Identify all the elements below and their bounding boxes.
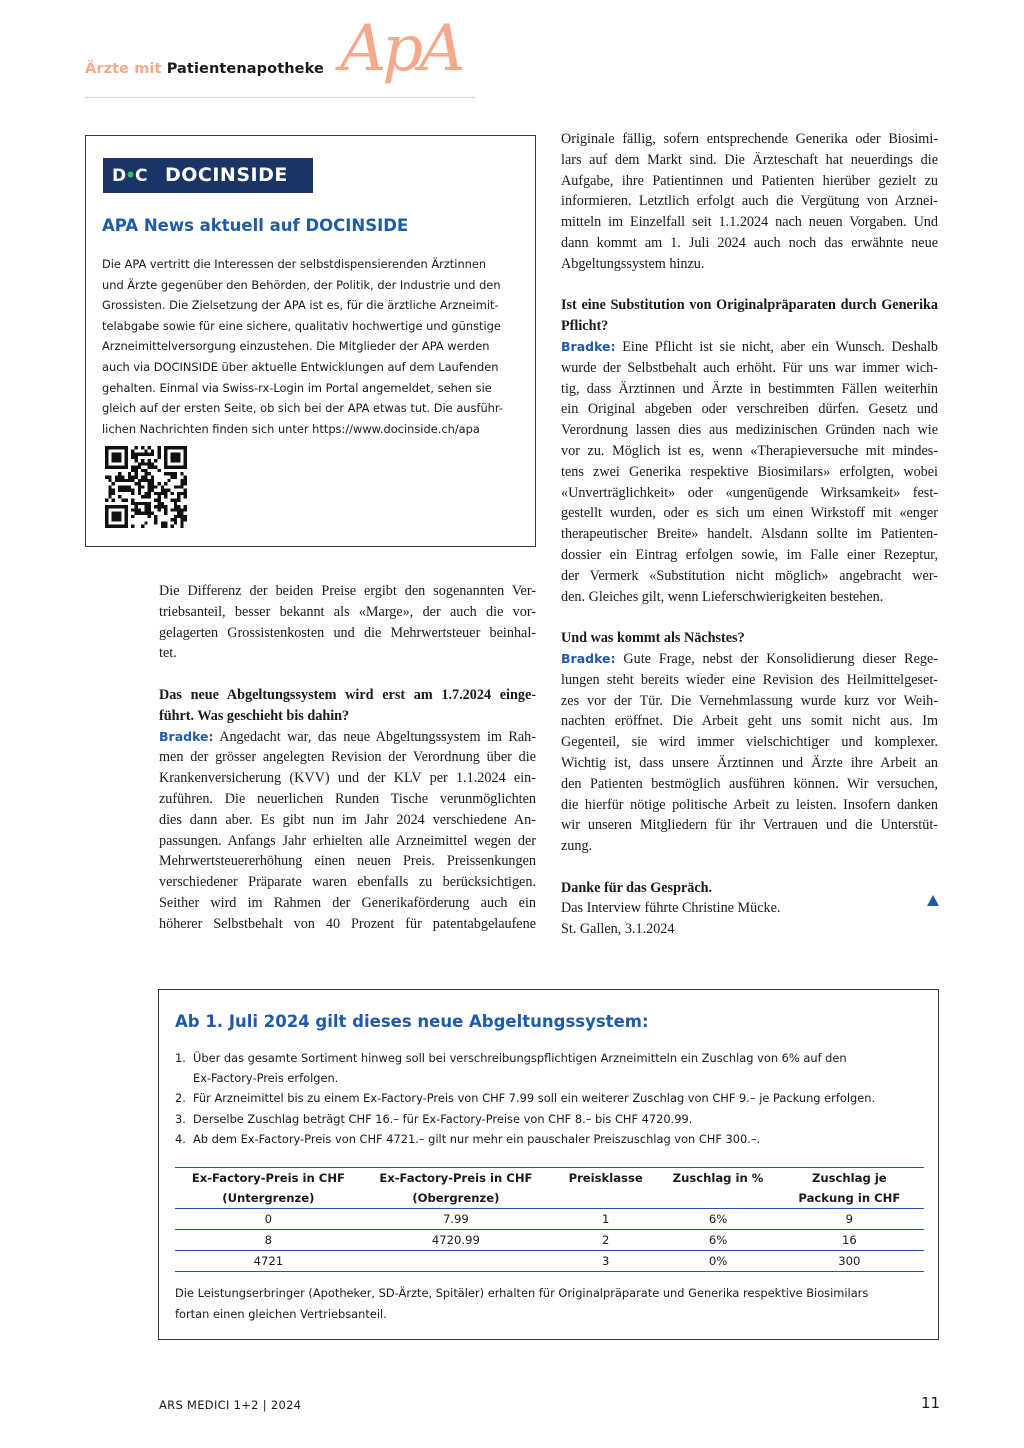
table-header-row: [175, 1168, 924, 1209]
docinside-text-line: Arzneimittelversorgung einzustehen. Die Mitglieder der APA werden: [102, 339, 490, 354]
answer-line: Gegenteil, sie wird immer vielschichtiger und komplexer.: [561, 734, 938, 751]
answer-line: tens zwei Generika respektive Biosimilars» erfolgten, wobei: [561, 463, 938, 480]
brand-name: [85, 61, 324, 77]
header-text: Ex-Factory-Preis in CHF: [379, 1171, 533, 1185]
table-row: [175, 1251, 924, 1272]
compensation-system-title: Ab 1. Juli 2024 gilt dieses neue Abgeltungssystem:: [175, 1012, 649, 1031]
docinside-text-line: telabgabe sowie für eine sichere, qualitativ hochwertige und günstige: [102, 318, 501, 333]
table-cell: 300: [774, 1251, 924, 1272]
brand-name-part2: Patientenapotheke: [166, 61, 324, 77]
table-cell: 4720.99: [362, 1230, 549, 1251]
answer-line: zes vor der Tür. Die Vernehmlassung wurde kurz vor Weih-: [561, 692, 938, 709]
answer-line: zung.: [561, 838, 593, 855]
list-item-text: Ab dem Ex-Factory-Preis von CHF 4721.– gilt nur mehr ein pauschaler Preiszuschlag von CHF 300.–.: [193, 1131, 761, 1146]
answer-1-continued: [561, 129, 938, 275]
table-cell: 2: [550, 1230, 662, 1251]
table-header-cell: [550, 1168, 662, 1209]
intro-paragraph: [159, 581, 536, 664]
list-item-text: Ex-Factory-Preis erfolgen.: [193, 1071, 339, 1086]
journal-footer: ARS MEDICI 1+2 | 2024: [159, 1398, 302, 1412]
brand-name-part1: Ärzte mit: [85, 61, 162, 77]
question-line: Das neue Abgeltungssystem wird erst am 1.7.2024 einge-: [159, 686, 536, 703]
answer-line: verschiedener Präparate waren ebenfalls zu berücksichtigen.: [159, 874, 536, 891]
interviewer-credit: Das Interview führte Christine Mücke.: [561, 900, 781, 917]
docinside-text-line: gleich auf der ersten Seite, ob sich bei der APA etwas tut. Die ausführ-: [102, 401, 503, 416]
list-item-text: Über das gesamte Sortiment hinweg soll bei verschreibungspflichtigen Arzneimitteln ein Zuschlag von 6% auf den: [193, 1051, 847, 1065]
question-line: Und was kommt als Nächstes?: [561, 630, 745, 647]
rule-list-item: [175, 1048, 925, 1068]
table-header-cell: [662, 1168, 774, 1209]
note-line: fortan einen gleichen Vertriebsanteil.: [175, 1306, 387, 1321]
header-divider: [85, 97, 475, 98]
answer-line: die hierfür nötige politische Arbeit zu leisten. Insofern danken: [561, 796, 938, 813]
answer-1: Bradke: Angedacht war, das neue Abgeltungssystem im Rah- men der grösser angelegten Revision der Verordnung über die Krankenversicherung (KVV) und der KLV per 1.1.2024 ein- zuführen. Die neuerlichen Runden Tische verunmöglichten dies dann aber. Es gibt nun im Jahr 2024 verschiedene An- passungen. Anfangs Jahr erhielten alle Arzneimittel wegen der Mehrwertsteuererhöhung einen neuen Preis. Preissenkungen verschiedener Präparate waren ebenfalls zu berücksichtigen. Seither wird im Rahmen der Generikaförderung auch ein höherer Selbstbehalt von 40 Prozent für patentabgelaufene: [159, 727, 536, 935]
table-cell: 1: [550, 1209, 662, 1230]
answer-line: wurde der Selbstbehalt auch erhöht. Für uns war immer wich-: [561, 359, 938, 376]
speaker-label: Bradke:: [159, 728, 214, 744]
answer-line: vor zu. Möglich ist es, wenn «Therapieversuche mit mindes-: [561, 442, 938, 459]
table-header-cell: [175, 1168, 362, 1209]
answer-line: Mehrwertsteuererhöhung einen neuen Preis. Preissenkungen: [159, 853, 536, 870]
docinside-text-line: Grossisten. Die Zielsetzung der APA ist es, für die ärztliche Arzneimit-: [102, 298, 499, 313]
list-number: 2.: [175, 1091, 186, 1106]
question-3: [561, 628, 938, 649]
answer-line: Krankenversicherung (KVV) und der KLV per 1.1.2024 ein-: [159, 770, 536, 787]
docinside-logo-mark: D•C: [112, 166, 147, 186]
table-header-cell: [362, 1168, 549, 1209]
docinside-text-line: auch via DOCINSIDE über aktuelle Entwicklungen auf dem Laufenden: [102, 359, 499, 374]
header-text: (Untergrenze): [222, 1191, 315, 1205]
answer-line: mitteln im Einzelfall seit 1.1.2024 nach neuen Vorgaben. Und: [561, 214, 938, 231]
answer-line: höherer Selbstbehalt von 40 Prozent für patentabgelaufene: [159, 915, 536, 932]
note-line: Die Leistungserbringer (Apotheker, SD-Ärzte, Spitäler) erhalten für Originalpräparate und Generika respektive Biosimilars: [175, 1286, 869, 1300]
speaker-label: Bradke:: [561, 650, 616, 666]
answer-line: ein Original abgeben oder verschreiben dürfen. Gesetz und: [561, 401, 938, 418]
answer-line: lars auf dem Markt sind. Die Ärzteschaft hat neuerdings die: [561, 151, 938, 168]
table-cell: 6%: [662, 1230, 774, 1251]
article-left-column: [159, 581, 536, 935]
answer-line: therapeutischer Breite» handelt. Alsdann sollte im Patienten-: [561, 526, 938, 543]
answer-line: dossier ein Eintrag erfolgen sowie, im Falle einer Rezeptur,: [561, 546, 938, 563]
answer-3: Bradke: Gute Frage, nebst der Konsolidierung dieser Rege- lungen steht bereits wieder eine Revision des Heilmittelgeset- zes vor der Tür. Die Vernehmlassung wurde kurz vor Weih- nachten eröffnet. Die Arbeit geht uns somit nicht aus. Im Gegenteil, sie wird immer vielschichtiger und komplexer. Wichtig ist, dass unsere Ärztinnen und Ärzte ihre Arbeit an den Patienten bestmöglich ausführen können. Wir versuchen, die hierfür nötige politische Arbeit zu leisten. Insofern danken wir unseren Mitgliedern für ihr Vertrauen und die Unterstüt- zung.: [561, 649, 938, 857]
answer-line: nachten eröffnet. Die Arbeit geht uns somit nicht aus. Im: [561, 713, 938, 730]
answer-line: wir unseren Mitgliedern für ihr Vertrauen und die Unterstüt-: [561, 817, 938, 834]
docinside-text-line: Die APA vertritt die Interessen der selbstdispensierenden Ärztinnen: [102, 257, 487, 271]
compensation-table: [175, 1167, 924, 1272]
list-number: 4.: [175, 1131, 186, 1146]
docinside-logo-word: DOCINSIDE: [165, 164, 288, 186]
answer-line: «Unverträglichkeit» oder «ungenügende Wirksamkeit» fest-: [561, 484, 938, 501]
article-right-column: [561, 129, 938, 940]
docinside-box-title: APA News aktuell auf DOCINSIDE: [102, 216, 409, 235]
table-cell: 16: [774, 1230, 924, 1251]
answer-line: der Vermerk «Substitution nicht möglich» angebracht wer-: [561, 567, 938, 584]
question-2: [561, 295, 938, 337]
page-header: [85, 12, 475, 99]
answer-line: Seither wird im Rahmen der Generikaförderung auch ein: [159, 894, 536, 911]
qr-code-icon: [105, 446, 187, 528]
answer-line: Wichtig ist, dass unsere Ärztinnen und Ärzte ihre Arbeit an: [561, 754, 938, 771]
header-text: Packung in CHF: [798, 1191, 901, 1205]
docinside-info-box: [85, 135, 536, 547]
list-item-text: Derselbe Zuschlag beträgt CHF 16.– für Ex-Factory-Preise von CHF 8.– bis CHF 4720.99.: [193, 1111, 693, 1126]
apa-logo: ApA: [340, 12, 462, 86]
place-date: St. Gallen, 3.1.2024: [561, 921, 675, 938]
compensation-rules-list: [175, 1048, 925, 1149]
list-item-text: Für Arzneimittel bis zu einem Ex-Factory-Preis von CHF 7.99 soll ein weiterer Zuschlag von CHF 9.– je Packung erfolgen.: [193, 1091, 876, 1106]
answer-line: den. Gleiches gilt, wenn Lieferschwierigkeiten bestehen.: [561, 588, 884, 605]
answer-line: lungen steht bereits wieder eine Revision des Heilmittelgeset-: [561, 671, 938, 688]
intro-line: Die Differenz der beiden Preise ergibt den sogenannten Ver-: [159, 583, 536, 599]
docinside-text-line: lichen Nachrichten finden sich unter https://www.docinside.ch/apa: [102, 421, 480, 436]
answer-line: tig, dass Ärztinnen und Ärzte in bestimmten Fällen weiterhin: [561, 380, 938, 397]
rule-list-item: [175, 1129, 925, 1149]
intro-line: tet.: [159, 645, 177, 662]
table-row: [175, 1230, 924, 1251]
table-cell: 0%: [662, 1251, 774, 1272]
answer-line: Aufgabe, ihre Patientinnen und Patienten hierüber gezielt zu: [561, 172, 938, 189]
rule-list-item: [175, 1088, 925, 1108]
table-cell: 0: [175, 1209, 362, 1230]
list-number: 3.: [175, 1111, 186, 1126]
header-text: Preisklasse: [568, 1171, 643, 1185]
header-text: Zuschlag in %: [672, 1171, 764, 1185]
answer-line: Originale fällig, sofern entsprechende Generika oder Biosimi-: [561, 131, 938, 147]
answer-2: Bradke: Eine Pflicht ist sie nicht, aber ein Wunsch. Deshalb wurde der Selbstbehalt auch erhöht. Für uns war immer wich- tig, dass Ärztinnen und Ärzte in bestimmten Fällen weiterhin ein Original abgeben oder verschreiben dürfen. Gesetz und Verordnung lassen dies aus medizinischen Gründen nach wie vor zu. Möglich ist es, wenn «Therapieversuche mit mindes- tens zwei Generika respektive Biosimilars» erfolgten, wobei «Unverträglichkeit» oder «ungenügende Wirksamkeit» fest- gestellt wurden, oder es sich um einen Wirkstoff mit «enger therapeutischer Breite» handelt. Alsdann sollte im Patienten- dossier ein Eintrag erfolgen sowie, im Falle einer Rezeptur, der Vermerk «Substitution nicht möglich» angebracht wer- den. Gleiches gilt, wenn Lieferschwierigkeiten bestehen.: [561, 337, 938, 607]
answer-line: gestellt wurden, oder es sich um einen Wirkstoff mit «enger: [561, 505, 938, 522]
answer-line: Verordnung lassen dies aus medizinischen Gründen nach wie: [561, 422, 938, 439]
answer-line: Abgeltungssystem hinzu.: [561, 255, 705, 272]
table-cell: [362, 1251, 549, 1272]
rule-list-item: [175, 1109, 925, 1129]
docinside-logo: [103, 158, 313, 193]
answer-line: dies dann aber. Es gibt nun im Jahr 2024 verschiedene An-: [159, 811, 536, 828]
question-line: Ist eine Substitution von Originalpräparaten durch Generika: [561, 297, 938, 314]
header-text: Zuschlag je: [812, 1171, 887, 1185]
compensation-system-box: [158, 989, 939, 1340]
header-text: (Obergrenze): [412, 1191, 500, 1205]
speaker-label: Bradke:: [561, 338, 616, 354]
question-line: Pflicht?: [561, 318, 609, 335]
answer-line: passungen. Anfangs Jahr erhielten alle Arzneimittel wegen der: [159, 832, 536, 849]
page-number: 11: [921, 1394, 941, 1412]
compensation-note: [175, 1283, 925, 1324]
answer-line: informieren. Letztlich erfolgt auch die Vergütung von Arznei-: [561, 193, 938, 210]
table-row: [175, 1209, 924, 1230]
question-line: führt. Was geschieht bis dahin?: [159, 707, 350, 724]
answer-line: den Patienten bestmöglich ausführen können. Wir versuchen,: [561, 775, 938, 792]
docinside-box-text: [102, 254, 527, 439]
table-cell: 7.99: [362, 1209, 549, 1230]
rule-list-item: [175, 1068, 925, 1088]
table-cell: 6%: [662, 1209, 774, 1230]
end-of-article-triangle-icon: [927, 895, 939, 906]
answer-line: dann kommt am 1. Juli 2024 auch noch das erwähnte neue: [561, 234, 938, 251]
answer-line: zuführen. Die neuerlichen Runden Tische verunmöglichten: [159, 790, 536, 807]
intro-line: triebsanteil, besser bekannt als «Marge», der auch die vor-: [159, 603, 536, 620]
list-number: 1.: [175, 1051, 186, 1065]
question-1: [159, 685, 536, 727]
answer-line: men der grösser angelegten Revision der Verordnung über die: [159, 749, 536, 766]
table-cell: 4721: [175, 1251, 362, 1272]
table-cell: 3: [550, 1251, 662, 1272]
intro-line: gelagerten Grossistenkosten und die Mehrwertsteuer beinhal-: [159, 624, 536, 641]
table-header-cell: [774, 1168, 924, 1209]
header-text: Ex-Factory-Preis in CHF: [191, 1171, 345, 1185]
docinside-text-line: gehalten. Einmal via Swiss-rx-Login im Portal angemeldet, sehen sie: [102, 380, 492, 395]
closing-thanks: Danke für das Gespräch.: [561, 879, 713, 896]
table-cell: 9: [774, 1209, 924, 1230]
table-cell: 8: [175, 1230, 362, 1251]
docinside-text-line: und Ärzte gegenüber den Behörden, der Politik, der Industrie und den: [102, 277, 501, 292]
